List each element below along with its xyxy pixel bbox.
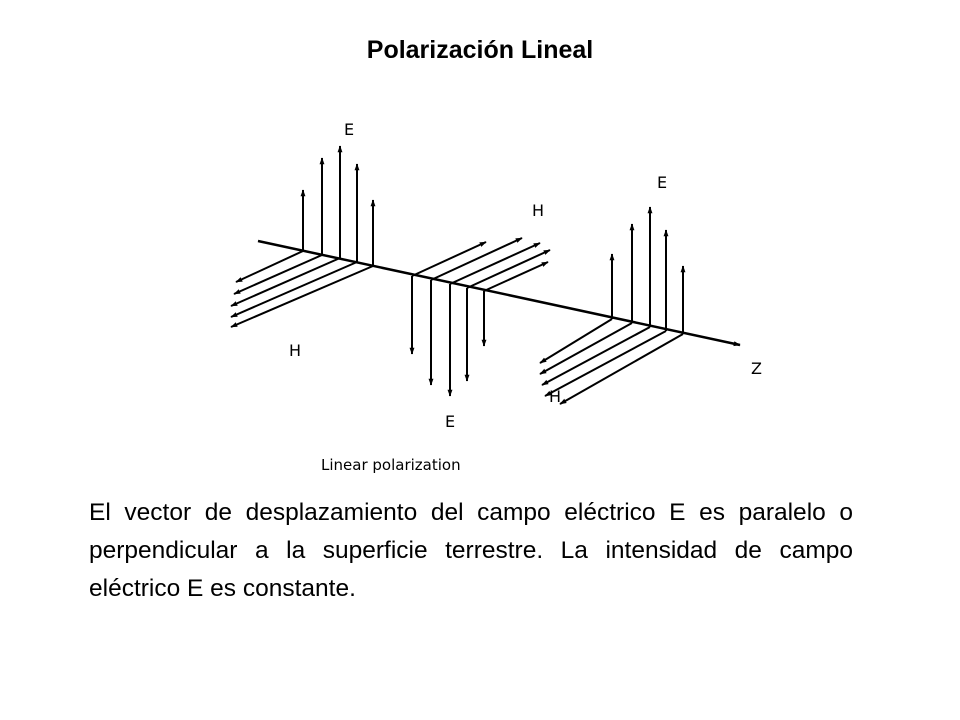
label-e-bottom-middle: E xyxy=(445,412,456,431)
e-field-arrows-group-1 xyxy=(303,146,373,266)
label-e-top-left: E xyxy=(344,120,355,139)
label-e-top-right: E xyxy=(657,173,668,192)
body-paragraph: El vector de desplazamiento del campo eléctrico E es paralelo o perpendicular a la superficie terrestre. La intensidad de campo eléctrico E es constante. xyxy=(89,499,853,602)
label-h-bottom-left: H xyxy=(289,341,302,360)
figure-caption: Linear polarization xyxy=(321,456,461,474)
e-field-arrows-group-3 xyxy=(612,207,683,334)
label-z-axis: Z xyxy=(751,359,762,378)
slide-title: Polarización Lineal xyxy=(366,36,594,64)
z-axis-line xyxy=(258,241,740,345)
h-field-arrows-group-3 xyxy=(540,319,683,404)
label-h-top-middle: H xyxy=(532,201,545,220)
label-h-bottom-right: H xyxy=(549,387,562,406)
h-field-arrows-group-2 xyxy=(412,238,550,291)
e-field-arrows-group-2 xyxy=(412,276,484,396)
